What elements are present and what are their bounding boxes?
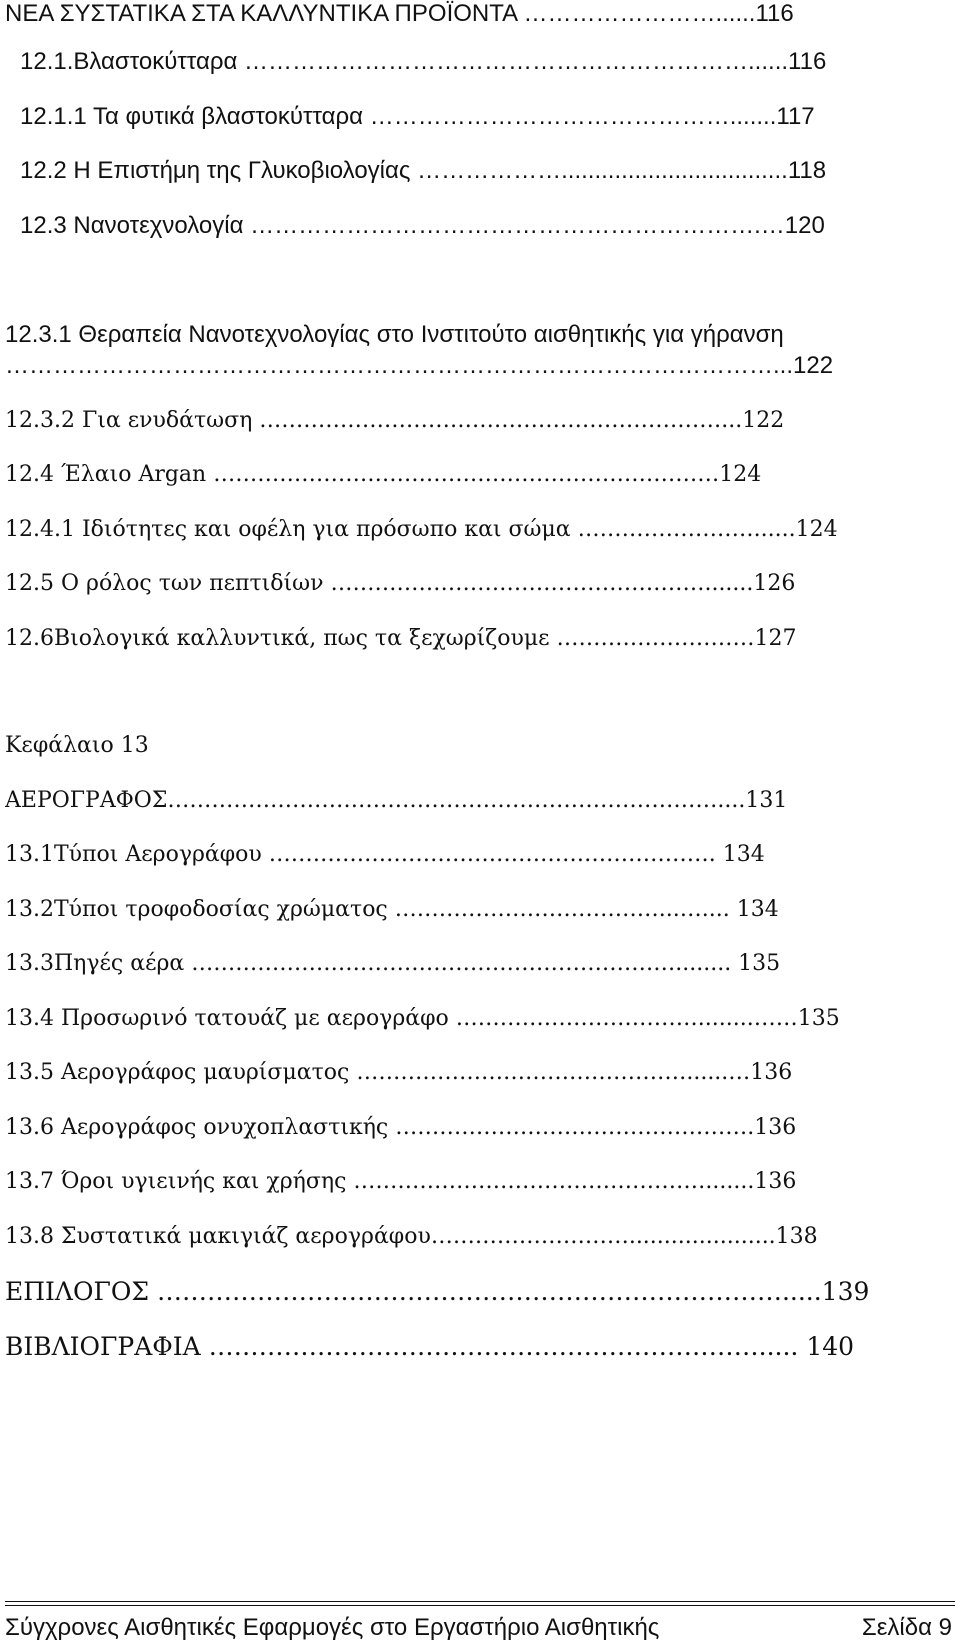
toc-entry-12-3: 12.3 Νανοτεχνολογία ……………………………………………………….…120 xyxy=(20,212,825,239)
toc-entry-12-3-1-page: ……………………………………………………………………………………...122 xyxy=(5,352,834,379)
toc-entry-13-6: 13.6 Αερογράφος ονυχοπλαστικής ………………………………………….136 xyxy=(5,1115,797,1140)
toc-entry-12-4-1: 12.4.1 Ιδιότητες και οφέλη για πρόσωπο και σώμα ……………………......124 xyxy=(5,517,838,542)
toc-entry-12-4: 12.4 Έλαιο Argan ……………………………………………………………124 xyxy=(5,462,762,487)
footer-title: Σύγχρονες Αισθητικές Εφαρμογές στο Εργαστήριο Αισθητικής xyxy=(5,1614,660,1641)
toc-entry-airbrush: ΑΕΡΟΓΡΑΦΟΣ…………………………………………………………………....131 xyxy=(5,788,788,813)
toc-entry-12-5: 12.5 Ο ρόλος των πεπτιδίων …………………………………………….......126 xyxy=(5,571,796,596)
toc-entry-13-4: 13.4 Προσωρινό τατουάζ με αερογράφο ……………………………........……135 xyxy=(5,1006,840,1031)
toc-entry-13-7: 13.7 Όροι υγιεινής και χρήσης ………………………………………….......136 xyxy=(5,1169,797,1194)
footer-rule-bottom xyxy=(5,1605,955,1606)
toc-entry-12-1: 12.1.Βλαστοκύτταρα ………………………………………………………......116 xyxy=(20,48,827,75)
toc-entry-13-2: 13.2Τύποι τροφοδοσίας χρώματος ………………………………...….... 134 xyxy=(5,897,779,922)
toc-entry-bibliography: ΒΙΒΛΙΟΓΡΑΦΙΑ …………………………………………………………..... 140 xyxy=(5,1332,855,1361)
chapter-heading: Κεφάλαιο 13 xyxy=(5,733,149,758)
toc-entry-12-3-1: 12.3.1 Θεραπεία Νανοτεχνολογίας στο Ινστιτούτο αισθητικής για γήρανση xyxy=(5,321,784,348)
footer-rule-top xyxy=(5,1601,955,1602)
toc-entry-12-3-2: 12.3.2 Για ενυδάτωση ………………………………………………………...122 xyxy=(5,408,785,433)
page-number: Σελίδα 9 xyxy=(861,1614,952,1641)
toc-entry-12-1-1: 12.1.1 Τα φυτικά βλαστοκύτταρα ……………………………………….......117 xyxy=(20,103,815,130)
toc-entry-new-ingredients: ΝΕΑ ΣΥΣΤΑΤΙΚΑ ΣΤΑ ΚΑΛΛΥΝΤΙΚΑ ΠΡΟΪΟΝΤΑ ……………………......116 xyxy=(5,0,794,27)
toc-entry-13-5: 13.5 Αερογράφος μαυρίσματος ………………………………………......…136 xyxy=(5,1060,793,1085)
toc-entry-13-8: 13.8 Συστατικά μακιγιάζ αερογράφου……………………….....................138 xyxy=(5,1224,818,1249)
toc-entry-13-1: 13.1Τύποι Αερογράφου ……………………………………………………. 134 xyxy=(5,842,765,867)
toc-entry-12-2: 12.2 Η Επιστήμη της Γλυκοβιολογίας ………………..................................118 xyxy=(20,157,827,184)
toc-entry-13-3: 13.3Πηγές αέρα …………………………………………………………........ 135 xyxy=(5,951,781,976)
toc-entry-epilogue: ΕΠΙΛΟΓΟΣ ………………………………………………………………….....139 xyxy=(5,1277,870,1306)
toc-entry-12-6: 12.6Βιολογικά καλλυντικά, πως τα ξεχωρίζουμε ………………………127 xyxy=(5,626,797,651)
